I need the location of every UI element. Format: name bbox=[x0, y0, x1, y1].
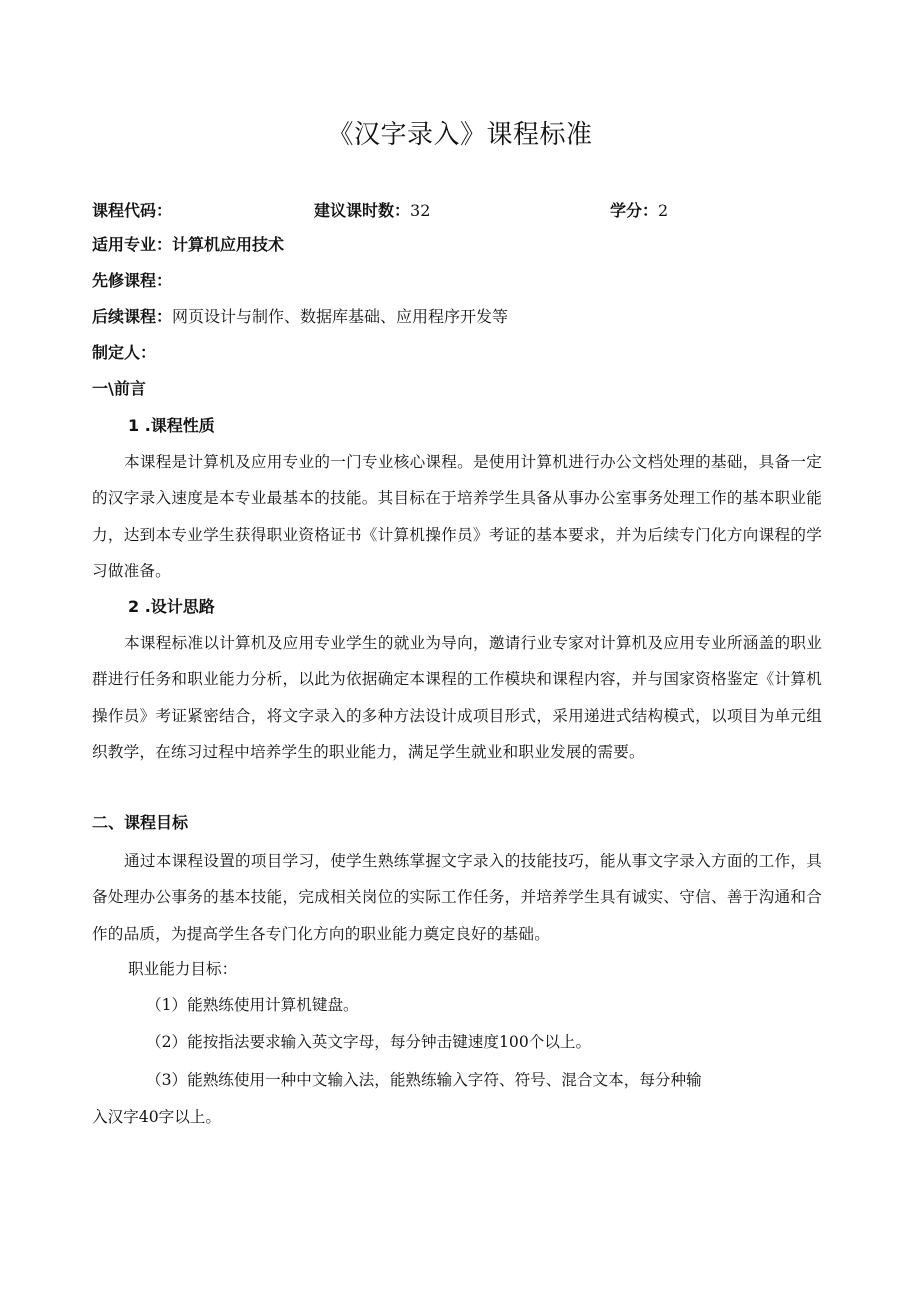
section-1-heading: 一\前言 bbox=[92, 379, 146, 398]
course-nature-paragraph: 本课程是计算机及应用专业的一门专业核心课程。是使用计算机进行办公文档处理的基础，具备一定的汉字录入速度是本专业最基本的技能。其目标在于培养学生具备从事办公室事务处理工作的基本职业能力，达到本专业学生获得职业资格证书《计算机操作员》考证的基本要求，并为后续专门化方向课程的学习做准备。 bbox=[92, 453, 822, 581]
major-value: 计算机应用技术 bbox=[172, 235, 285, 254]
goal-item-3: （3）能熟练使用一种中文输入法，能熟练输入字符、符号、混合文本，每分种输 bbox=[146, 1071, 702, 1089]
applicable-major bbox=[92, 233, 284, 257]
subsection-1-heading: 1 .课程性质 bbox=[128, 416, 215, 435]
course-code-label: 课程代码： bbox=[92, 201, 173, 220]
followup-courses bbox=[92, 305, 508, 329]
page-title: 《汉字录入》课程标准 bbox=[327, 120, 593, 150]
goal-item-3-continued: 入汉字40字以上。 bbox=[92, 1108, 221, 1126]
followup-label: 后续课程： bbox=[92, 307, 173, 326]
goal-item-1: （1）能熟练使用计算机键盘。 bbox=[146, 996, 359, 1014]
course-hours bbox=[314, 198, 430, 221]
course-credit-value: 2 bbox=[658, 201, 669, 220]
major-label: 适用专业： bbox=[92, 235, 173, 254]
design-approach-paragraph: 本课程标准以计算机及应用专业学生的就业为导向，邀请行业专家对计算机及应用专业所涵盖的职业群进行任务和职业能力分析，以此为依据确定本课程的工作模块和课程内容，并与国家资格鉴定《计算机操作员》考证紧密结合，将文字录入的多种方法设计成项目形式，采用递进式结构模式，以项目为单元组织教学，在练习过程中培养学生的职业能力，满足学生就业和职业发展的需要。 bbox=[92, 634, 822, 762]
course-meta-row bbox=[92, 198, 832, 222]
prerequisite-courses bbox=[92, 269, 172, 293]
section-2-heading: 二、课程目标 bbox=[92, 813, 189, 832]
career-goals-label: 职业能力目标： bbox=[128, 960, 238, 978]
author-label: 制定人： bbox=[92, 343, 157, 362]
course-credit bbox=[610, 198, 668, 221]
course-objectives-paragraph: 通过本课程设置的项目学习，使学生熟练掌握文字录入的技能技巧，能从事文字录入方面的工作，具备处理办公事务的基本技能，完成相关岗位的实际工作任务，并培养学生具有诚实、守信、善于沟通和合作的品质，为提高学生各专门化方向的职业能力奠定良好的基础。 bbox=[92, 852, 822, 943]
author bbox=[92, 341, 156, 365]
prereq-label: 先修课程： bbox=[92, 271, 173, 290]
course-hours-label: 建议课时数： bbox=[314, 201, 411, 220]
subsection-2-heading: 2 .设计思路 bbox=[128, 597, 215, 616]
course-credit-label: 学分： bbox=[610, 201, 659, 220]
goal-item-2: （2）能按指法要求输入英文字母，每分钟击键速度100个以上。 bbox=[146, 1033, 592, 1051]
followup-value: 网页设计与制作、数据库基础、应用程序开发等 bbox=[172, 307, 509, 326]
course-hours-value: 32 bbox=[410, 201, 431, 220]
